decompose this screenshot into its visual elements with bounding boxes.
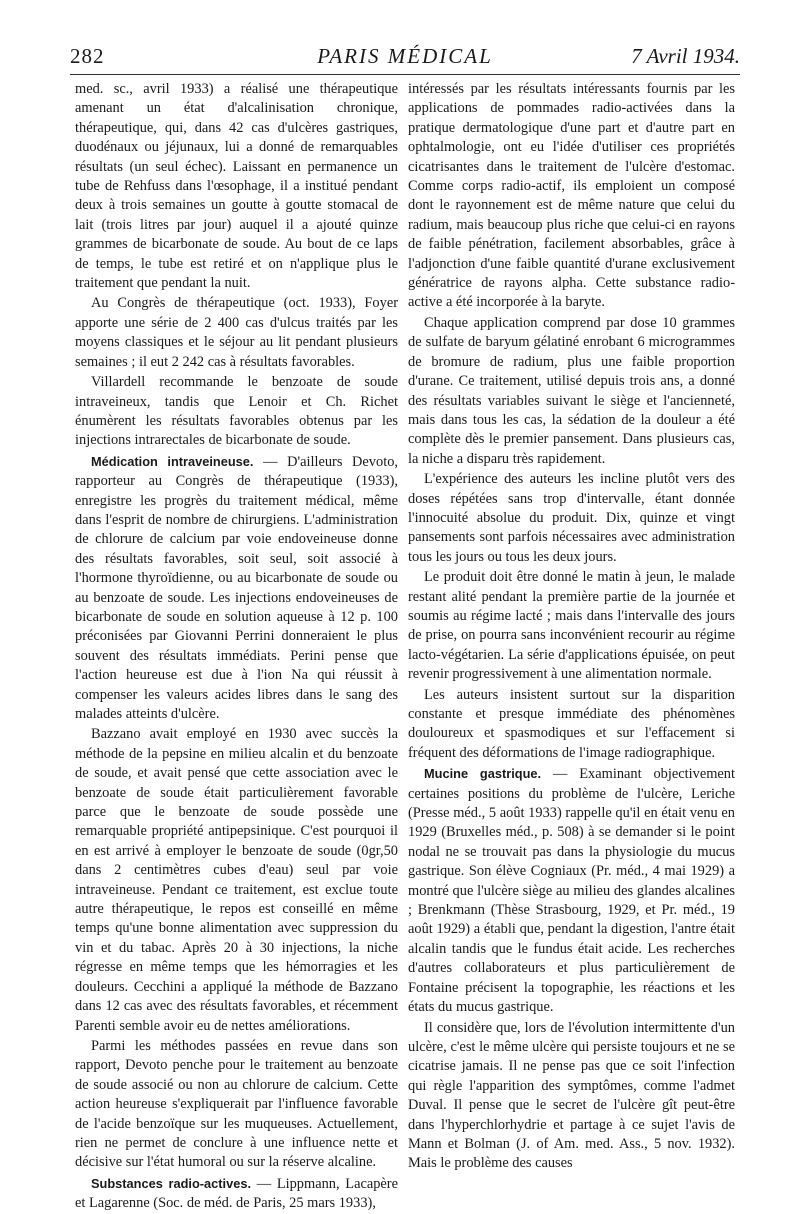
paragraph: Parmi les méthodes passées en revue dans son rapport, Devoto penche pour le traitement au benzoate de soude associé ou non au chlorure de calcium. Cette action heureuse s'expliquerait par l'influence favorable de l'acide benzoïque sur les muqueuses. Actuellement, rien ne permet de conclure à une influence nette et décisive sur l'état humoral ou sur la réserve alcaline. — [75, 1037, 398, 1171]
paragraph: Médication intraveineuse. — D'ailleurs Devoto, rapporteur au Congrès de thérapeutique (1933), enregistre les progrès du traitement médical, même dans l'esprit de nombre de chirurgiens. L'administration de chlorure de calcium par voie endoveineuse donne des résultats favorables, soit seul, soit associé à l'hormone thyroïdienne, ou au bicarbonate de soude ou au benzoate de soude. Les injections endoveineuses de bicarbonate de soude en solution aqueuse à 12 p. 100 préconisées par Giovanni Perrini donneraient le plus souvent des résultats immédiats. Perini pense que l'action heureuse est due à l'ion Na qui réussit à compenser les valeurs acides libres dans le sang des malades atteints d'ulcère. — [75, 453, 398, 722]
section-heading: Médication intraveineuse. — [91, 453, 254, 469]
paragraph: Il considère que, lors de l'évolution intermittente d'un ulcère, c'est le même ulcère qui persiste toujours et ne se cicatrise jamais. Il ne pense pas que ce soit l'infection qui règle l'apparition des symptômes, comme l'admet Duval. Il pense que le secret de l'ulcère gît peut-être dans l'hyperchlorhydrie et partage à ce sujet l'avis de Mann et Bolman (J. of Am. med. Ass., 5 nov. 1932). Mais le problème des causes — [408, 1019, 735, 1172]
paragraph: Le produit doit être donné le matin à jeun, le malade restant alité pendant la première partie de la journée et soumis au régime lacté ; mais dans l'intervalle des jours de prise, on pourra sans inconvénient recourir au régime lacto-végétarien. La série d'applications épuisée, on peut revenir progressivement à une alimentation normale. — [408, 569, 735, 683]
section-heading: Mucine gastrique. — [424, 766, 542, 782]
paragraph: L'expérience des auteurs les incline plutôt vers des doses répétées sans trop d'intervalle, étant donnée l'innocuité absolue du produit. Dix, quinze et vingt pansements sont parfois nécessaires avec administration tous les jours ou tous les deux jours. — [408, 471, 735, 565]
journal-title: PARIS MÉDICAL — [317, 44, 493, 68]
section-heading: Substances radio-actives. — [91, 1175, 252, 1191]
paragraph: Bazzano avait employé en 1930 avec succès la méthode de la pepsine en milieu alcalin et du benzoate de soude, et avait pensé que cette association avec le benzoate de soude était particulièrement favorable parce que le benzoate de soude possède une remarquable propriété antipepsinique. C'est pourquoi il en est arrivé à employer le benzoate de soude (0gr,50 dans 2 centimètres cubes d'eau) seul par voie intraveineuse. Pendant ce traitement, est exclue toute autre thérapeutique, le repos est conseillé en même temps qu'une bonne alimentation avec suppression du vin et du tabac. Après 20 à 30 injections, la niche régresse en même temps que les hémorragies et les douleurs. Cecchini a appliqué la méthode de Bazzano dans 12 cas avec des résultats favorables, et récemment Parenti semble avoir eu de nettes améliorations. — [75, 726, 398, 1034]
paragraph: Villardell recommande le benzoate de soude intraveineux, tandis que Lenoir et Ch. Richet énumèrent les résultats favorables obtenus par les injections intrarectales de bicarbonate de soude. — [75, 374, 398, 449]
left-column — [75, 80, 398, 1214]
paragraph: Les auteurs insistent surtout sur la disparition constante et presque immédiate des phénomènes douloureux et spasmodiques et sur l'effacement si fréquent des déformations de l'image radiographique. — [408, 686, 735, 761]
issue-date: 7 Avril 1934. — [631, 44, 740, 68]
page-number: 282 — [70, 44, 105, 68]
paragraph: med. sc., avril 1933) a réalisé une thérapeutique amenant un état d'alcalinisation chronique, thérapeutique, qui, dans 42 cas d'ulcères gastriques, duodénaux ou jéjunaux, lui a donné de remarquables résultats (un seul échec). Laissant en permanence un tube de Rehfuss dans l'œsophage, il a institué pendant deux à trois semaines un goutte à goutte stomacal de lait (trois litres par jour) auquel il a ajouté quinze grammes de bicarbonate de soude. Au bout de ce laps de temps, le tube est retiré et on n'applique plus le traitement que pendant la nuit. — [75, 81, 398, 292]
paragraph: Mucine gastrique. — Examinant objectivement certaines positions du problème de l'ulcère, Leriche (Presse méd., 5 août 1933) rappelle qu'il en était venu en 1929 (Bruxelles méd., p. 508) à se demander si le point nodal ne se trouvait pas dans la physiologie du mucus gastrique. Son élève Cogniaux (Pr. méd., 4 mai 1929) a montré que l'ulcère siège au milieu des glandes alcalines ; Brenkmann (Thèse Strasbourg, 1929, et Pr. méd., 19 août 1929) a établi que, pendant la digestion, l'antre était alcalin tandis que le fundus était acide. Les recherches d'autres collaborateurs et plus particulièrement de Fontaine précisent la topographie, les réactions et les états du mucus gastrique. — [408, 766, 736, 1016]
page-header — [70, 44, 740, 75]
paragraph: Au Congrès de thérapeutique (oct. 1933), Foyer apporte une série de 2 400 cas d'ulcus traités par les moyens classiques et le séjour au lit pendant plusieurs semaines ; il eut 2 242 cas à résultats favorables. — [75, 295, 398, 370]
right-column — [408, 80, 735, 1174]
paragraph: Chaque application comprend par dose 10 grammes de sulfate de baryum gélatiné enrobant 6 microgrammes de bromure de radium, plus une faible proportion d'urane. Ce traitement, utilisé depuis trois ans, a donné des résultats variables suivant le siège et l'ancienneté, mais dans tous les cas, la sédation de la douleur a été complète dès le premier pansement. Dans plusieurs cas, la niche a disparu très rapidement. — [408, 314, 735, 467]
paragraph: intéressés par les résultats intéressants fournis par les applications de pommades radio-activées dans la pratique dermatologique d'une part et d'autre part en ophtalmologie, ont eu l'idée d'utiliser ces propriétés cicatrisantes dans le traitement de l'ulcère d'estomac. Comme corps radio-actif, ils emploient un composé dont le rayonnement est de même nature que celui du radium, mais beaucoup plus riche que celui-ci en rayons de faible pénétration, facilement absorbables, grâce à l'adjonction d'une faible quantité d'urane exclusivement génératrice de rayons alpha. Cette substance radio-active a été incorporée à la baryte. — [408, 81, 735, 311]
paragraph: Substances radio-actives. — Lippmann, Lacapère et Lagarenne (Soc. de méd. de Paris, 25 mars 1933), — [75, 1175, 398, 1212]
